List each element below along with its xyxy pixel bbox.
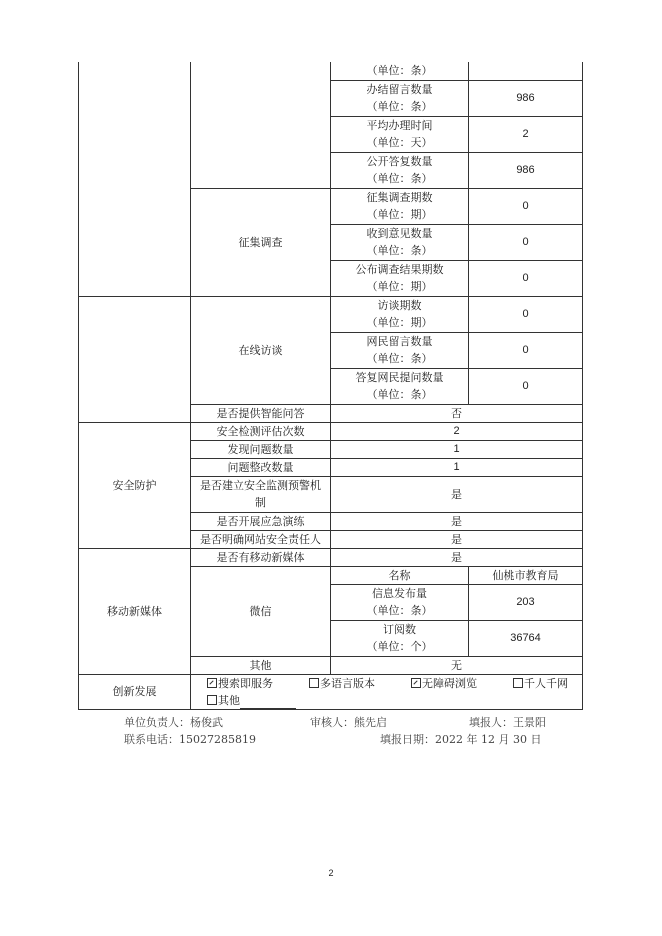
gongkai-label: 公开答复数量 （单位：条） [331, 152, 469, 188]
checkbox-icon[interactable] [513, 678, 523, 688]
category-cell-empty [79, 62, 191, 296]
zhengji-title: 征集调查 [191, 188, 331, 296]
option-other[interactable]: 其他 [207, 694, 240, 707]
checkbox-icon[interactable] [207, 678, 217, 688]
dingyue-label: 订阅数 （单位：个） [331, 620, 469, 656]
option-search-service[interactable]: 搜索即服务 [207, 675, 273, 692]
yanlian-label: 是否开展应急演练 [191, 512, 331, 530]
zhengji-qishu-label: 征集调查期数 （单位：期） [331, 188, 469, 224]
yujing-value: 是 [331, 476, 583, 512]
fabu-value: 203 [469, 584, 583, 620]
banjie-label: 办结留言数量 （单位：条） [331, 80, 469, 116]
wangmin-value: 0 [469, 332, 583, 368]
option-personalized[interactable]: 千人千网 [513, 675, 568, 692]
unit-label: （单位：条） [331, 62, 469, 80]
fangtan-qishu-value: 0 [469, 296, 583, 332]
footer-tianbaoren: 填报人：王景阳 [469, 716, 546, 729]
yanlian-value: 是 [331, 512, 583, 530]
footer-riqi: 填报日期：2022 年 12 月 30 日 [380, 733, 542, 746]
dafu-value: 0 [469, 368, 583, 404]
statistics-table [78, 62, 583, 710]
mingcheng-label: 名称 [331, 566, 469, 584]
gongbu-label: 公布调查结果期数 （单位：期） [331, 260, 469, 296]
option-multi-language[interactable]: 多语言版本 [309, 675, 375, 692]
anquan-title: 安全防护 [79, 422, 191, 548]
yujing-label: 是否建立安全监测预警机 制 [191, 476, 331, 512]
zeren-label: 是否明确网站安全责任人 [191, 530, 331, 548]
faxian-label: 发现问题数量 [191, 440, 331, 458]
you-yidong-value: 是 [331, 548, 583, 566]
chuangxin-title: 创新发展 [79, 674, 191, 709]
pingjun-value: 2 [469, 116, 583, 152]
zhineng-label: 是否提供智能问答 [191, 404, 331, 422]
zhenggai-value: 1 [331, 458, 583, 476]
zhineng-value: 否 [331, 404, 583, 422]
footer-shenheren: 审核人：熊先启 [310, 716, 387, 729]
other-blank-line [240, 697, 296, 709]
footer-dianhua: 联系电话：15027285819 [124, 733, 256, 746]
footer-fuzeren: 单位负责人：杨俊武 [124, 716, 223, 729]
weixin-label: 微信 [191, 566, 331, 656]
zhengji-qishu-value: 0 [469, 188, 583, 224]
checkbox-icon[interactable] [207, 695, 217, 705]
dafu-label: 答复网民提问数量 （单位：条） [331, 368, 469, 404]
fangtan-qishu-label: 访谈期数 （单位：期） [331, 296, 469, 332]
pingjun-label: 平均办理时间 （单位：天） [331, 116, 469, 152]
zeren-value: 是 [331, 530, 583, 548]
shoudao-label: 收到意见数量 （单位：条） [331, 224, 469, 260]
zhenggai-label: 问题整改数量 [191, 458, 331, 476]
banjie-value: 986 [469, 80, 583, 116]
qita-value: 无 [331, 656, 583, 674]
you-yidong-label: 是否有移动新媒体 [191, 548, 331, 566]
value-cell-empty [469, 62, 583, 80]
jiance-label: 安全检测评估次数 [191, 422, 331, 440]
faxian-value: 1 [331, 440, 583, 458]
qita-label: 其他 [191, 656, 331, 674]
mingcheng-value: 仙桃市教育局 [469, 566, 583, 584]
option-accessibility[interactable]: 无障碍浏览 [411, 675, 477, 692]
gongkai-value: 986 [469, 152, 583, 188]
fangtan-title: 在线访谈 [191, 296, 331, 404]
subcategory-cell-empty [191, 62, 331, 188]
shoudao-value: 0 [469, 224, 583, 260]
yidong-title: 移动新媒体 [79, 548, 191, 674]
dingyue-value: 36764 [469, 620, 583, 656]
jiance-value: 2 [331, 422, 583, 440]
page-number: 2 [328, 868, 334, 878]
chuangxin-options [191, 674, 583, 709]
category-cell-empty-2 [79, 296, 191, 422]
checkbox-icon[interactable] [309, 678, 319, 688]
gongbu-value: 0 [469, 260, 583, 296]
wangmin-label: 网民留言数量 （单位：条） [331, 332, 469, 368]
fabu-label: 信息发布量 （单位：条） [331, 584, 469, 620]
checkbox-icon[interactable] [411, 678, 421, 688]
